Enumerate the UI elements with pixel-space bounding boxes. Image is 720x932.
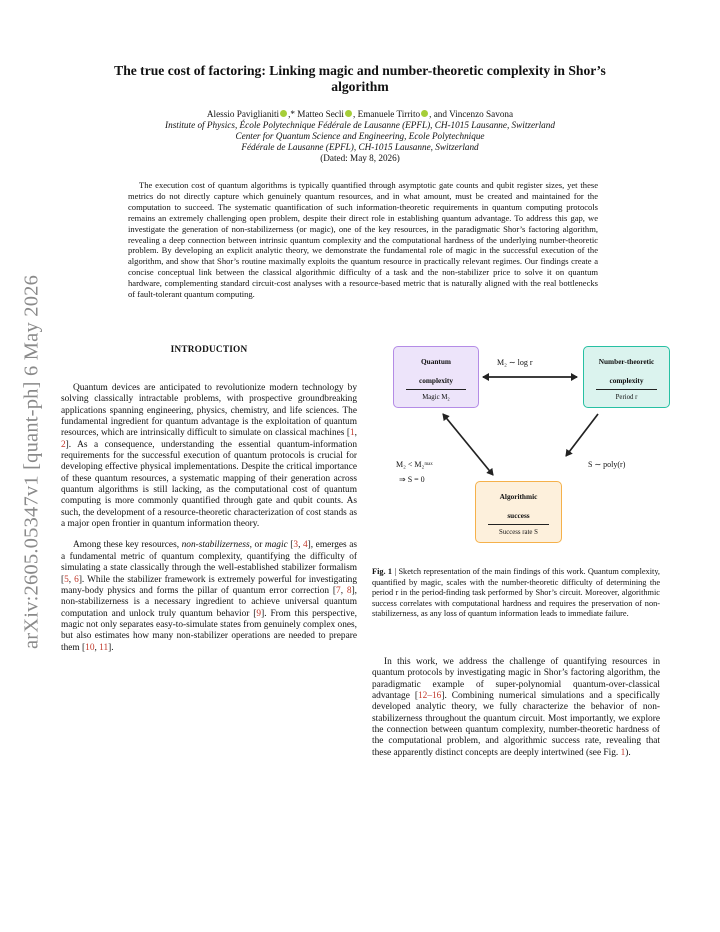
orcid-icon[interactable] (421, 110, 428, 117)
right-column (372, 657, 660, 759)
author-1: Alessio Paviglianiti (206, 109, 280, 119)
label-magic-bound: M₂ < M₂ᵐᵃˣ (396, 460, 433, 469)
label-magic-log-period: M₂ ∼ log r (497, 358, 533, 367)
citation-link[interactable]: 4 (303, 540, 308, 551)
arrow-number-algorithmic (566, 414, 598, 456)
orcid-icon[interactable] (345, 110, 352, 117)
caption-text: Sketch representation of the main findings of this work. Quantum complexity, quantified by magic, scales with the number-theoretic difficulty of determining the period r in the period-finding task performed by Shor’s circuit. Moreover, algorithmic success correlates with computational hardness and requires the preservation of non-stabilizerness, as any loss of quantum information leads to immediate failure. (372, 567, 660, 619)
date-line: (Dated: May 8, 2026) (320, 153, 400, 163)
body-paragraph-right: In this work, we address the challenge of quantifying resources in quantum protocols by investigating magic in Shor’s factoring algorithm, the paradigmatic example of super-polynomial quantum-over-classical advantage [12–16]. Combining numerical simulations and a specifically developed analytic theory, we fully characterize the behavior of non-stabilizerness throughout the quantum circuit. Most importantly, we explore the connection between quantum complexity, number-theoretic hardness of the computational problem, and algorithmic success rate, revealing that these apparently distinct concepts are deeply intertwined (see Fig. 1). (372, 657, 660, 758)
arxiv-identifier (17, 262, 47, 662)
affiliation-2: Center for Quantum Science and Engineering, Ecole Polytechnique (235, 131, 485, 141)
author-block (70, 109, 650, 164)
author-4: and Vincenzo Savona (433, 109, 514, 119)
left-column (61, 345, 357, 654)
author-2-mark: , (353, 109, 356, 119)
intro-paragraph-2: Among these key resources, non-stabilizerness, or magic [3, 4], emerges as a fundamental metric of quantum complexity, quantifying the difficulty of simulating a state classically through the well-established stabilizer formalism [5, 6]. While the stabilizer framework is extremely powerful for investigating many-body physics and forms the pillar of quantum error correction [7, 8], non-stabilizerness is a necessary ingredient to achieve universal quantum computation and unlock truly quantum behavior [9]. From this perspective, magic not only separates easy-to-simulate states from genuinely complex ones, but also estimates how many non-stabilizer operations are needed to prepare them [10, 11]. (61, 540, 358, 653)
citation-link[interactable]: 3 (293, 540, 299, 551)
arxiv-identifier-text: arXiv:2605.05347v1 [quant-ph] 6 May 2026 (20, 274, 43, 650)
citation-link[interactable]: 1 (349, 428, 355, 439)
citation-link[interactable]: 6 (74, 574, 79, 585)
affiliation-1: Institute of Physics, École Polytechnique Fédérale de Lausanne (EPFL), CH-1015 Lausanne, Switzerland (165, 120, 555, 130)
author-1-mark: ,* (288, 109, 295, 119)
author-3: Emanuele Tirrito (357, 109, 421, 119)
box-quantum-complexity: Quantum complexity Magic M₂ (393, 346, 479, 408)
paper-title (60, 63, 660, 95)
affiliation-3: Fédérale de Lausanne (EPFL), CH-1015 Lausanne, Switzerland (241, 142, 479, 152)
orcid-icon[interactable] (280, 110, 287, 117)
figure-reference-link[interactable]: 1 (620, 747, 626, 758)
citation-link[interactable]: 7 (336, 585, 341, 596)
box-algorithmic-success: Algorithmic success Success rate S (475, 481, 562, 543)
abstract: The execution cost of quantum algorithms is typically quantified through asymptotic gate counts and qubit register sizes, yet these metrics do not directly capture which genuinely quantum resources, and in what amount, must be created and maintained for the computation to succeed. The systematic quantification of such information-theoretic requirements in quantum computing protocols remains an extremely challenging open problem, despite their direct role in establishing quantum advantage. To address this gap, we investigate the generation of non-stabilizerness (or magic), one of the key resources, in the paradigmatic Shor’s factoring algorithm, revealing a deep connection between intrinsic quantum complexity and the computational hardness of the underlying number-theoretic problem. By developing an explicit analytic theory, we demonstrate the fundamental role of magic in the successful execution of the algorithm, and show that Shor’s routine maximally exploits the quantum resource in practically relevant regimes. Our findings create a concise conceptual link between the classical algorithmic difficulty of a task and the non-stabilizer price to solve it on quantum hardware, complementing standard circuit-cost analyses with a resource-based metric that is naturally aligned with the real bottlenecks of fault-tolerant quantum computing. (128, 180, 598, 300)
arrow-quantum-algorithmic (443, 414, 493, 475)
paper-title-line-2: algorithm (331, 79, 389, 94)
citation-link[interactable]: 9 (256, 608, 262, 619)
label-success-poly: S ∼ poly(r) (588, 460, 626, 469)
box-number-theoretic-complexity: Number-theoretic complexity Period r (583, 346, 670, 408)
figure-1-caption: Fig. 1 | Sketch representation of the main findings of this work. Quantum complexity, quantified by magic, scales with the number-theoretic difficulty of determining the period r in the period-finding task performed by Shor’s circuit. Moreover, algorithmic success correlates with computational hardness and requires the preservation of non-stabilizerness, as any loss of quantum information leads to immediate failure. (372, 567, 660, 619)
citation-link[interactable]: 11 (99, 642, 109, 653)
box-divider (406, 389, 466, 390)
intro-paragraph-1: Quantum devices are anticipated to revolutionize modern technology by solving classically intractable problems, with prospective groundbreaking applications spanning engineering, physics, chemistry, and life sciences. The fundamental ingredient for quantum advantage is the exploitation of quantum resources, which are intrinsically difficult to simulate on classical machines [1, 2]. As a consequence, understanding the essential quantum-information requirements for the successful execution of quantum protocols is crucial for developing effective physical implementations. Despite the critical importance of these quantum resources, a systematic mapping of their generation across quantum algorithms is still lacking, as the computational cost of quantum computing is more commonly quantified through gate and qubit counts. As such, the development of a resource-theoretic characterization of cost stands as a major open frontier in quantum information theory. (61, 383, 357, 530)
paper-title-line-1: The true cost of factoring: Linking magic and number-theoretic complexity in Shor’s (114, 63, 606, 78)
label-success-zero: ⇒ S = 0 (399, 475, 425, 484)
author-3-mark: , (429, 109, 432, 119)
box-divider (488, 524, 549, 525)
caption-label: Fig. 1 (372, 567, 393, 576)
author-list (70, 109, 650, 120)
citation-link[interactable]: 10 (85, 642, 95, 653)
citation-link[interactable]: 5 (64, 574, 69, 585)
figure-1-diagram (385, 344, 660, 554)
box-divider (596, 389, 657, 390)
citation-link[interactable]: 8 (346, 585, 352, 596)
section-heading-introduction: INTRODUCTION (170, 345, 248, 355)
citation-link[interactable]: 2 (61, 439, 66, 450)
author-2: Matteo Secli (297, 109, 344, 119)
citation-link[interactable]: 12–16 (417, 691, 442, 702)
